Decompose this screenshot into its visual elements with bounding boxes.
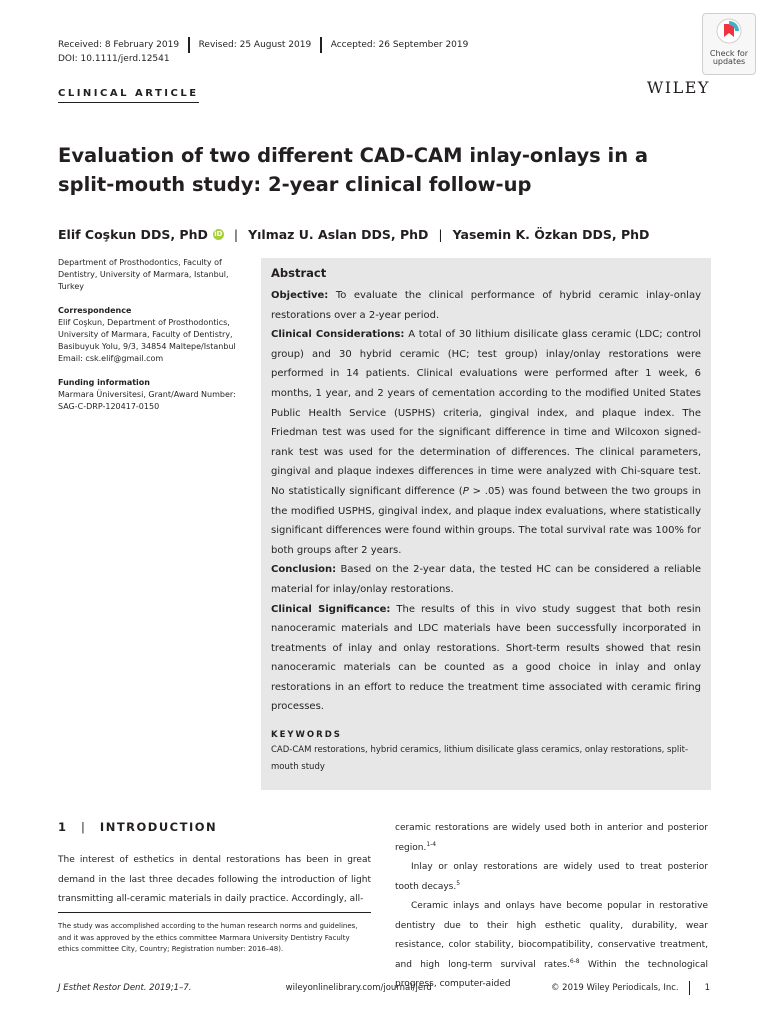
author-name[interactable]: Yasemin K. Özkan DDS, PhD <box>452 227 650 242</box>
publication-dates <box>58 37 468 53</box>
section-heading-introduction <box>58 820 217 834</box>
journal-citation: J Esthet Restor Dent. 2019;1–7. <box>58 983 192 993</box>
accepted-date: Accepted: 26 September 2019 <box>330 40 469 50</box>
footnote-divider <box>58 912 371 913</box>
footer-separator <box>689 981 690 995</box>
author-name[interactable]: Yılmaz U. Aslan DDS, PhD <box>248 227 429 242</box>
objective-text: To evaluate the clinical performance of hybrid ceramic inlay-onlay restorations over a 2-year period. <box>271 290 701 321</box>
header-separator <box>188 37 190 53</box>
section-title: INTRODUCTION <box>99 820 218 834</box>
doi[interactable]: DOI: 10.1111/jerd.12541 <box>58 54 170 64</box>
received-date: Received: 8 February 2019 <box>58 40 180 50</box>
section-divider: | <box>81 820 87 834</box>
conclusion-text: Based on the 2-year data, the tested HC can be considered a reliable material for inlay/onlay restorations. <box>271 564 701 595</box>
publisher-logo: WILEY <box>646 78 710 97</box>
reference-link[interactable]: 6-8 <box>569 957 580 965</box>
intro-text: Inlay or onlay restorations are widely used to treat posterior tooth decays. <box>395 862 708 892</box>
intro-text: Within the technological progress, computer-aided <box>395 959 709 989</box>
abstract-significance <box>271 600 701 718</box>
funding-line: SAG-C-DRP-120417-0150 <box>58 402 160 411</box>
abstract-box <box>261 258 711 790</box>
article-type: CLINICAL ARTICLE <box>58 88 199 103</box>
section-number: 1 <box>58 820 68 834</box>
abstract-objective <box>271 286 701 325</box>
correspondence-line: Basibuyuk Yolu, 9/3, 34854 Maltepe/Istanbul <box>58 342 236 351</box>
clinical-considerations-text: A total of 30 lithium disilicate glass ceramic (LDC; control group) and 30 hybrid ceramic (HC; test group) inlay/onlay restorations were performed in 14 patients. Clinical evaluations were performed after 1 week, 6 months, 1 year, and 2 years of cementation according to the modified United States Public Health Service (USPHS) criteria, gingival index, and plaque index. The Friedman test was used for the significant difference in time and Wilcoxon signed-rank test was used for the determination of differences. The clinical parameters, gingival and plaque indexes differences in time were analyzed with Chi-square test. No statistically significant difference ( <box>271 329 701 497</box>
abstract-conclusion <box>271 560 701 599</box>
reference-link[interactable]: 5 <box>456 879 461 887</box>
header-separator <box>320 37 322 53</box>
revised-date: Revised: 25 August 2019 <box>198 40 312 50</box>
keywords-heading: KEYWORDS <box>271 730 342 741</box>
page-number: 1 <box>704 983 710 993</box>
correspondence-line: Elif Coşkun, Department of Prosthodontics, <box>58 318 230 327</box>
objective-label: Objective: <box>271 290 329 301</box>
author-divider: | <box>233 227 239 242</box>
intro-paragraph: The interest of esthetics in dental restorations has been in great demand in the last three decades following the introduction of light transmitting all-ceramic materials in daily practice. Accordingly, all- <box>58 855 371 904</box>
crossmark-label-1: Check for <box>709 49 749 58</box>
check-for-updates-button[interactable] <box>702 13 756 75</box>
reference-link[interactable]: 1-4 <box>426 840 437 848</box>
footnote: The study was accomplished according to the human research norms and guidelines, and it was approved by the ethics committee Marmara University Dentistry Faculty ethics committee City, Country; Registration number: 2016–48). <box>58 922 358 953</box>
conclusion-label: Conclusion: <box>271 564 337 576</box>
correspondence-email[interactable]: Email: csk.elif@gmail.com <box>58 354 164 363</box>
abstract-heading: Abstract <box>271 266 327 280</box>
intro-text: ceramic restorations are widely used both in anterior and posterior region. <box>395 823 708 853</box>
funding-line: Marmara Üniversitesi, Grant/Award Number: <box>58 390 236 399</box>
crossmark-icon <box>716 18 742 44</box>
intro-paragraph <box>395 858 708 897</box>
significance-text: The results of this in vivo study suggest that both resin nanoceramic materials and LDC materials have been successfully incorporated in treatments of inlay and onlay restorations. Short-term results showed that resin nanoceramic materials can be counted as a good choice in inlay and onlay restorations in an effort to reduce the treatment time associated with ceramic firing processes. <box>271 603 701 713</box>
affiliation: Department of Prosthodontics, Faculty of Dentistry, University of Marmara, Istanbul, Turkey <box>58 258 229 291</box>
clinical-considerations-label: Clinical Considerations: <box>271 329 405 341</box>
significance-label: Clinical Significance: <box>271 603 391 615</box>
author-name[interactable]: Elif Coşkun DDS, PhD <box>58 227 208 242</box>
correspondence-line: University of Marmara, Faculty of Dentistry, <box>58 330 233 339</box>
page-footer <box>58 981 710 995</box>
article-title: Evaluation of two different CAD-CAM inlay-onlays in a split-mouth study: 2-year clinical follow-up <box>58 144 649 196</box>
copyright: © 2019 Wiley Periodicals, Inc. <box>550 983 679 993</box>
crossmark-label-2: updates <box>712 57 746 66</box>
orcid-icon[interactable]: iD <box>214 230 223 238</box>
keywords: CAD-CAM restorations, hybrid ceramics, lithium disilicate glass ceramics, onlay restorations, split-mouth study <box>271 745 689 773</box>
abstract-clinical-considerations <box>271 325 701 560</box>
p-value-symbol: P <box>462 485 469 497</box>
intro-paragraph <box>395 897 708 995</box>
author-list <box>58 227 738 242</box>
clinical-considerations-text-cont: > .05) was found between the two groups in the modified USPHS, gingival index, and plaque index evaluations, where statistically significant differences were found within groups. The total survival rate was 100% for both groups after 2 years. <box>271 485 701 556</box>
right-column-text <box>395 819 708 995</box>
article-info-column <box>58 257 248 413</box>
journal-url[interactable]: wileyonlinelibrary.com/journal/jerd <box>285 983 432 993</box>
author-divider: | <box>438 227 443 242</box>
funding-label: Funding information <box>58 378 150 387</box>
correspondence-label: Correspondence <box>58 306 132 315</box>
intro-text: Ceramic inlays and onlays have become popular in restorative dentistry due to their high esthetic quality, durability, wear resistance, color stability, biocompatibility, conservative treatment, and high long-term survival rates. <box>395 901 708 970</box>
intro-paragraph-continued <box>395 819 708 858</box>
